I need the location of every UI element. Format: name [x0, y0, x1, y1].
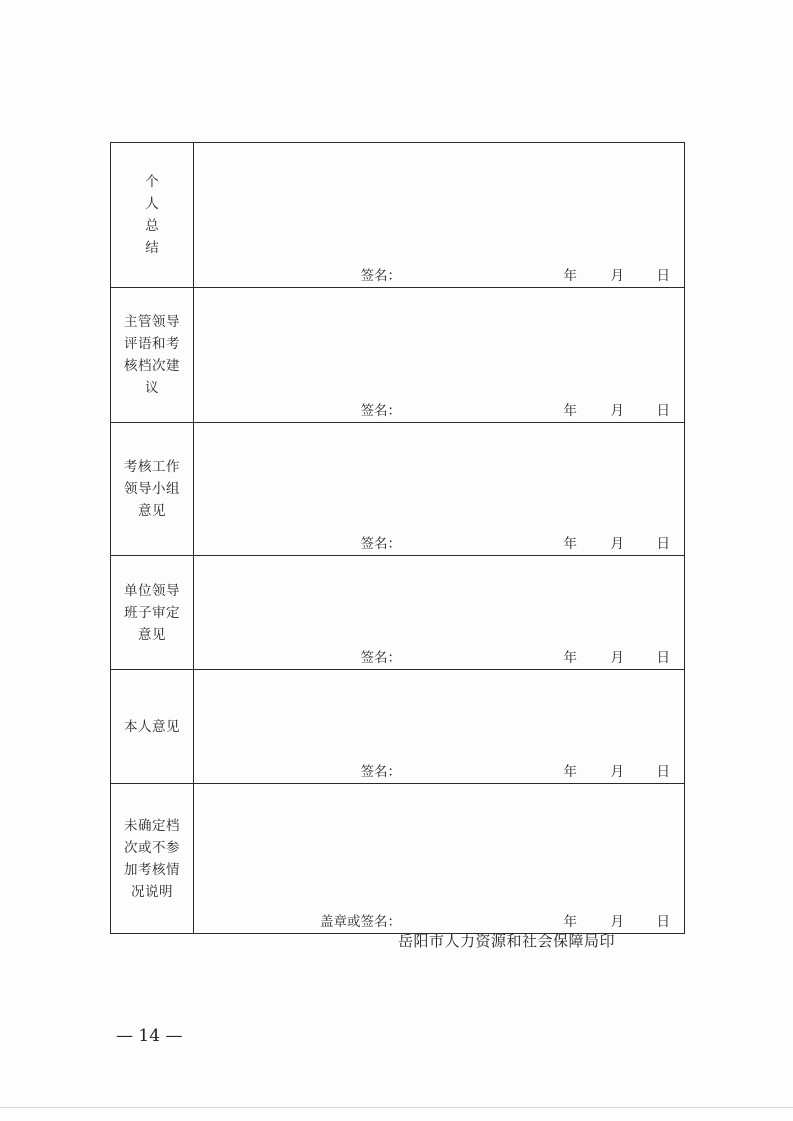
- signature-label: 签名：: [360, 536, 401, 552]
- date-year-label: 年: [563, 268, 577, 284]
- signature-line: [194, 912, 684, 930]
- row-label-cell: [111, 423, 194, 556]
- row-label-cell: [111, 143, 194, 288]
- date-year-label: 年: [563, 536, 577, 552]
- date-day-label: 日: [656, 764, 670, 780]
- date-month-label: 月: [610, 914, 624, 930]
- row-label: 个人总结: [145, 174, 159, 256]
- row-label: 主管领导评语和考核档次建议: [124, 314, 180, 396]
- date-year-label: 年: [563, 764, 577, 780]
- seal-or-signature-label: 盖章或签名：: [320, 914, 401, 930]
- date-year-label: 年: [563, 650, 577, 666]
- row-label-cell: [111, 784, 194, 934]
- signature-line: [194, 534, 684, 552]
- signature-line: [194, 762, 684, 780]
- form-row-assessment-group-opinion: [111, 423, 685, 556]
- date-day-label: 日: [656, 650, 670, 666]
- row-label-cell: [111, 670, 194, 784]
- row-content-area[interactable]: [194, 423, 685, 556]
- date-day-label: 日: [656, 914, 670, 930]
- date-month-label: 月: [610, 536, 624, 552]
- date-month-label: 月: [610, 403, 624, 419]
- form-row-supervisor-comment: [111, 288, 685, 423]
- form-row-self-opinion: [111, 670, 685, 784]
- signature-line: [194, 401, 684, 419]
- row-content-area[interactable]: [194, 670, 685, 784]
- row-label: 未确定档次或不参加考核情况说明: [124, 817, 180, 900]
- signature-label: 签名：: [360, 268, 401, 284]
- row-label: 单位领导班子审定意见: [124, 582, 180, 643]
- date-day-label: 日: [656, 268, 670, 284]
- row-label: 本人意见: [124, 718, 180, 735]
- form-row-personal-summary: [111, 143, 685, 288]
- issuing-authority-seal-text: 岳阳市人力资源和社会保障局印: [398, 932, 616, 950]
- signature-line: [194, 266, 684, 284]
- date-year-label: 年: [563, 914, 577, 930]
- form-row-undetermined-explanation: [111, 784, 685, 934]
- date-month-label: 月: [610, 268, 624, 284]
- form-row-leadership-review: [111, 556, 685, 670]
- signature-line: [194, 648, 684, 666]
- date-year-label: 年: [563, 403, 577, 419]
- assessment-form-table: [110, 142, 685, 934]
- scan-edge-line: [0, 1107, 793, 1108]
- signature-label: 签名：: [360, 650, 401, 666]
- row-label-cell: [111, 556, 194, 670]
- row-label: 考核工作领导小组意见: [124, 459, 180, 519]
- row-label-cell: [111, 288, 194, 423]
- date-day-label: 日: [656, 403, 670, 419]
- page-number: — 14 —: [116, 1026, 183, 1046]
- date-day-label: 日: [656, 536, 670, 552]
- signature-label: 签名：: [360, 764, 401, 780]
- date-month-label: 月: [610, 650, 624, 666]
- signature-label: 签名：: [360, 403, 401, 419]
- row-content-area[interactable]: [194, 556, 685, 670]
- row-content-area[interactable]: [194, 288, 685, 423]
- date-month-label: 月: [610, 764, 624, 780]
- row-content-area[interactable]: [194, 784, 685, 934]
- row-content-area[interactable]: [194, 143, 685, 288]
